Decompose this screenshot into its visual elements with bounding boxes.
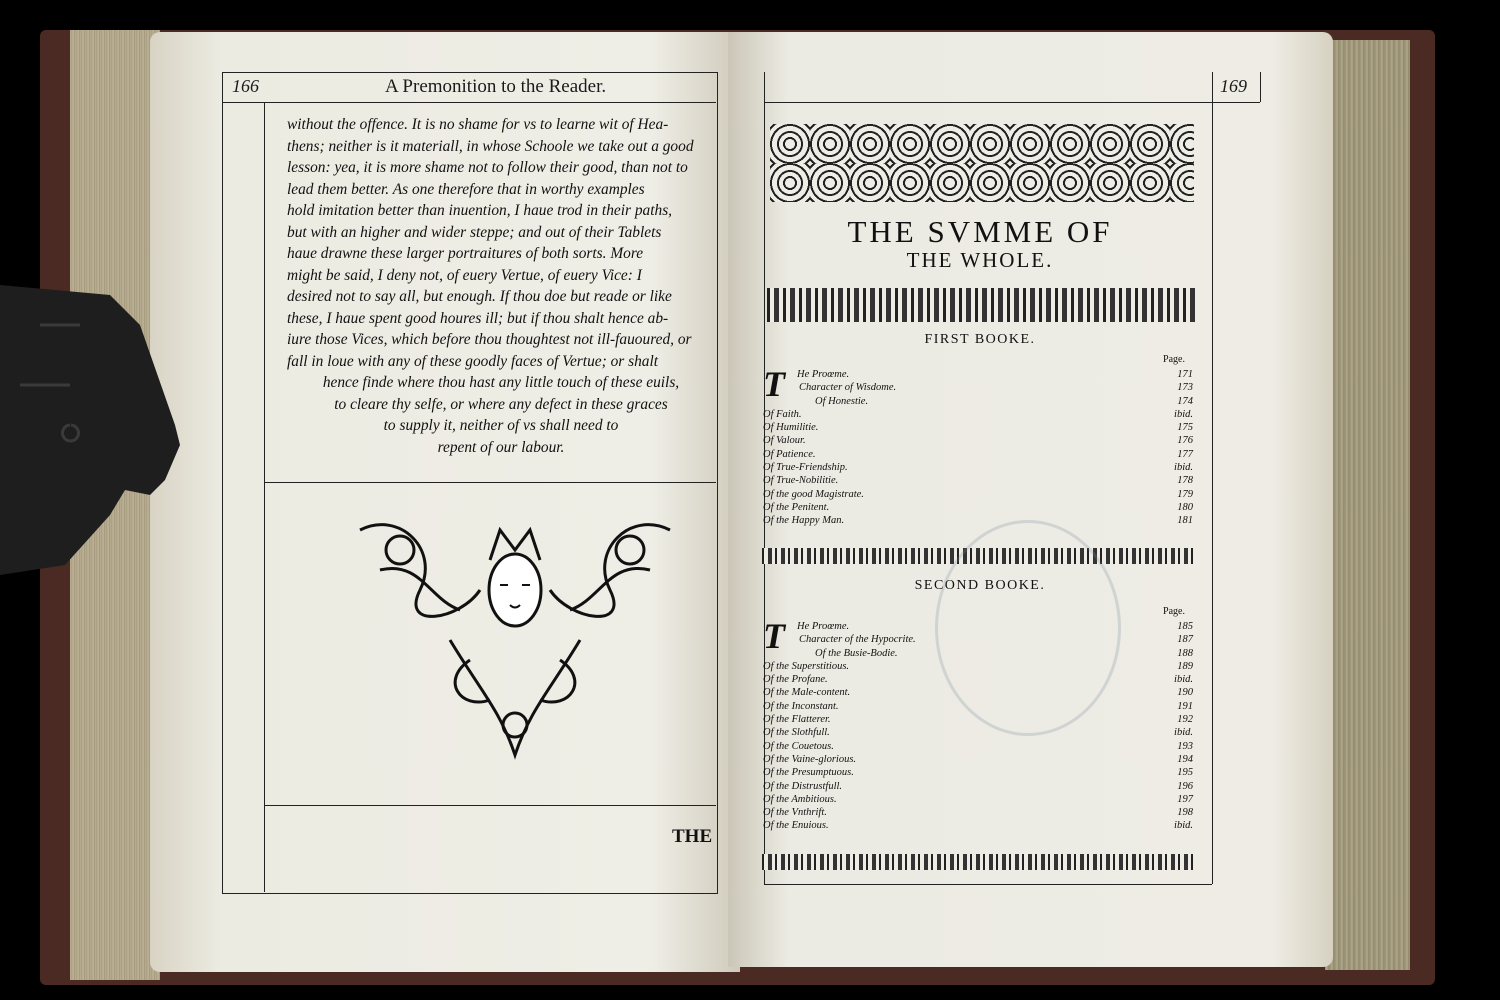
toc-entry [763, 434, 1193, 447]
toc-entry [763, 740, 1193, 753]
book-clasp [0, 285, 190, 585]
toc-entry-title: Of Faith. [763, 408, 802, 420]
toc-entry-page: 189 [1177, 660, 1193, 672]
page-label: Page. [1163, 606, 1185, 617]
second-book-heading: SECOND BOOKE. [914, 578, 1046, 593]
left-page-number: 166 [232, 76, 259, 96]
toc-entry [763, 421, 1193, 434]
toc-entry-page: 175 [1177, 422, 1193, 434]
toc-entry-page: 171 [1177, 369, 1193, 380]
toc-entry-title: Of the Couetous. [763, 740, 834, 752]
toc-entry-page: 194 [1177, 753, 1193, 765]
toc-entry-page: 197 [1177, 793, 1193, 805]
ornament-band-3 [762, 854, 1194, 870]
toc-entry [763, 501, 1193, 514]
toc-entry [763, 408, 1193, 421]
toc-entry-title: Of the Enuious. [763, 820, 829, 832]
text-line-centered: repent of our labour. [437, 438, 565, 456]
toc-entry-page: 191 [1177, 700, 1193, 712]
toc-entry-title: Of Valour. [763, 435, 806, 447]
left-inner-rule [264, 102, 265, 892]
toc-entry-page: 188 [1177, 647, 1193, 659]
toc-entry-page: ibid. [1174, 820, 1193, 832]
toc-entry-title: Of the Ambitious. [763, 793, 837, 805]
right-head-rule [764, 102, 1260, 103]
toc-entry-title: Of the Busie-Bodie. [815, 647, 898, 659]
toc-entry-title: Of the Presumptuous. [763, 767, 854, 779]
toc-entry-title: Of the Penitent. [763, 501, 830, 513]
text-line: iure those Vices, which before thou thoughtest not ill-fauoured, or [287, 331, 692, 348]
toc-entry-title: Of the Distrustfull. [763, 780, 843, 792]
toc-entry [763, 488, 1193, 501]
toc-entry-page: ibid. [1174, 727, 1193, 739]
text-line: hold imitation better than inuention, I haue trod in their paths, [287, 202, 673, 219]
toc-entry-page: 179 [1177, 488, 1193, 500]
toc-entry-page: 177 [1177, 448, 1193, 460]
toc-entry [763, 793, 1193, 806]
toc-entry-title: Character of Wisdome. [799, 382, 897, 394]
toc-entry [763, 381, 1193, 394]
toc-entry-page: ibid. [1174, 674, 1193, 686]
page-label: Page. [1163, 354, 1185, 365]
text-line: fall in loue with any of these goodly faces of Vertue; or shalt [287, 352, 659, 370]
toc-entry [763, 514, 1193, 527]
toc-entry-title: Of the Inconstant. [763, 700, 839, 712]
toc-entry-title: Of the good Magistrate. [763, 488, 864, 500]
toc-entry [763, 461, 1193, 474]
toc-entry-page: 196 [1177, 780, 1193, 792]
text-line: lesson: yea, it is more shame not to follow their good, than not to [287, 159, 688, 176]
right-outer-rule [1212, 72, 1213, 884]
toc-entry-title: Of the Happy Man. [763, 515, 845, 527]
toc-entry [763, 474, 1193, 487]
left-head-rule [222, 102, 716, 103]
ornament-band-1 [767, 288, 1195, 322]
toc-entry [763, 448, 1193, 461]
left-low-rule [264, 805, 716, 806]
toc-entry-page: 176 [1177, 435, 1193, 447]
toc-entry-title: Of True-Friendship. [763, 462, 848, 474]
toc-entry-page: 181 [1177, 515, 1193, 527]
toc-entry-title: Character of the Hypocrite. [799, 634, 916, 646]
toc-entry-title: Of Honestie. [815, 395, 869, 407]
right-outer-vert [1260, 72, 1261, 102]
page-edges-right [1325, 40, 1410, 970]
text-line-centered: hence finde where thou hast any little touch of these euils, [322, 374, 680, 391]
first-book-heading: FIRST BOOKE. [924, 332, 1036, 347]
left-body-text [287, 114, 715, 458]
toc-entry [763, 726, 1193, 739]
toc-entry-title: He Proœme. [797, 369, 850, 380]
toc-entry-title: Of Patience. [763, 448, 816, 460]
toc-entry-page: 180 [1177, 501, 1193, 513]
toc-entry-page: ibid. [1174, 462, 1193, 474]
first-book-toc [763, 354, 1193, 528]
ornament-tailpiece [340, 510, 690, 770]
toc-entry-title: Of the Profane. [763, 674, 828, 686]
toc-entry-page: 192 [1177, 714, 1193, 726]
text-line: haue drawne these larger portraitures of both sorts. More [287, 245, 644, 262]
text-line-centered: to supply it, neither of vs shall need to [383, 417, 619, 434]
catchword: THE [672, 826, 713, 847]
title-line-2: THE WHOLE. [906, 248, 1054, 272]
text-line: might be said, I deny not, of euery Vertue, of euery Vice: I [287, 266, 642, 284]
headpiece-ornament [770, 124, 1194, 202]
text-line: thens; neither is it materiall, in whose Schoole we take out a good [287, 137, 694, 155]
toc-entry-title: He Proœme. [797, 621, 850, 632]
toc-entry [763, 780, 1193, 793]
toc-entry-title: Of the Male-content. [763, 687, 851, 699]
library-stamp-show-through [935, 520, 1121, 736]
toc-entry-page: 190 [1177, 687, 1193, 699]
toc-entry-page: 174 [1177, 395, 1193, 407]
toc-entry [763, 806, 1193, 819]
text-line: these, I haue spent good houres ill; but if thou shalt hence ab- [287, 309, 669, 327]
title-line-1: THE SVMME OF [847, 214, 1113, 249]
left-mid-rule [264, 482, 716, 483]
toc-entry [763, 819, 1193, 832]
toc-entry-page: 187 [1177, 634, 1193, 646]
toc-entry-page: 173 [1177, 382, 1193, 394]
right-bottom-rule [764, 884, 1212, 885]
toc-entry [763, 395, 1193, 408]
toc-entry-title: Of the Slothfull. [763, 727, 830, 739]
text-line-centered: to cleare thy selfe, or where any defect in these graces [334, 395, 668, 413]
toc-entry [763, 368, 1193, 381]
toc-entry-title: Of the Vnthrift. [763, 807, 827, 819]
toc-entry-page: 193 [1177, 740, 1193, 752]
text-line: desired not to say all, but enough. If thou doe but reade or like [287, 288, 672, 305]
toc-entry-page: 198 [1177, 807, 1193, 819]
left-running-head: A Premonition to the Reader. [385, 76, 607, 97]
toc-entry-page: 185 [1177, 621, 1193, 632]
toc-entry-page: 178 [1177, 475, 1193, 487]
toc-entry-title: Of the Vaine-glorious. [763, 753, 857, 765]
toc-entry [763, 753, 1193, 766]
toc-entry-title: Of the Flatterer. [763, 714, 831, 726]
drop-cap: T [763, 364, 785, 404]
text-line: but with an higher and wider steppe; and out of their Tablets [287, 223, 662, 241]
toc-entry-title: Of True-Nobilitie. [763, 475, 839, 487]
toc-entry-page: 195 [1177, 767, 1193, 779]
toc-entry-title: Of Humilitie. [763, 422, 819, 434]
toc-entry-title: Of the Superstitious. [763, 660, 850, 672]
drop-cap: T [763, 616, 785, 656]
toc-entry-page: ibid. [1174, 408, 1193, 420]
text-line: lead them better. As one therefore that in worthy examples [287, 180, 645, 198]
text-line: without the offence. It is no shame for vs to learne wit of Hea- [287, 116, 669, 133]
toc-entry [763, 766, 1193, 779]
right-page-number: 169 [1220, 76, 1247, 96]
